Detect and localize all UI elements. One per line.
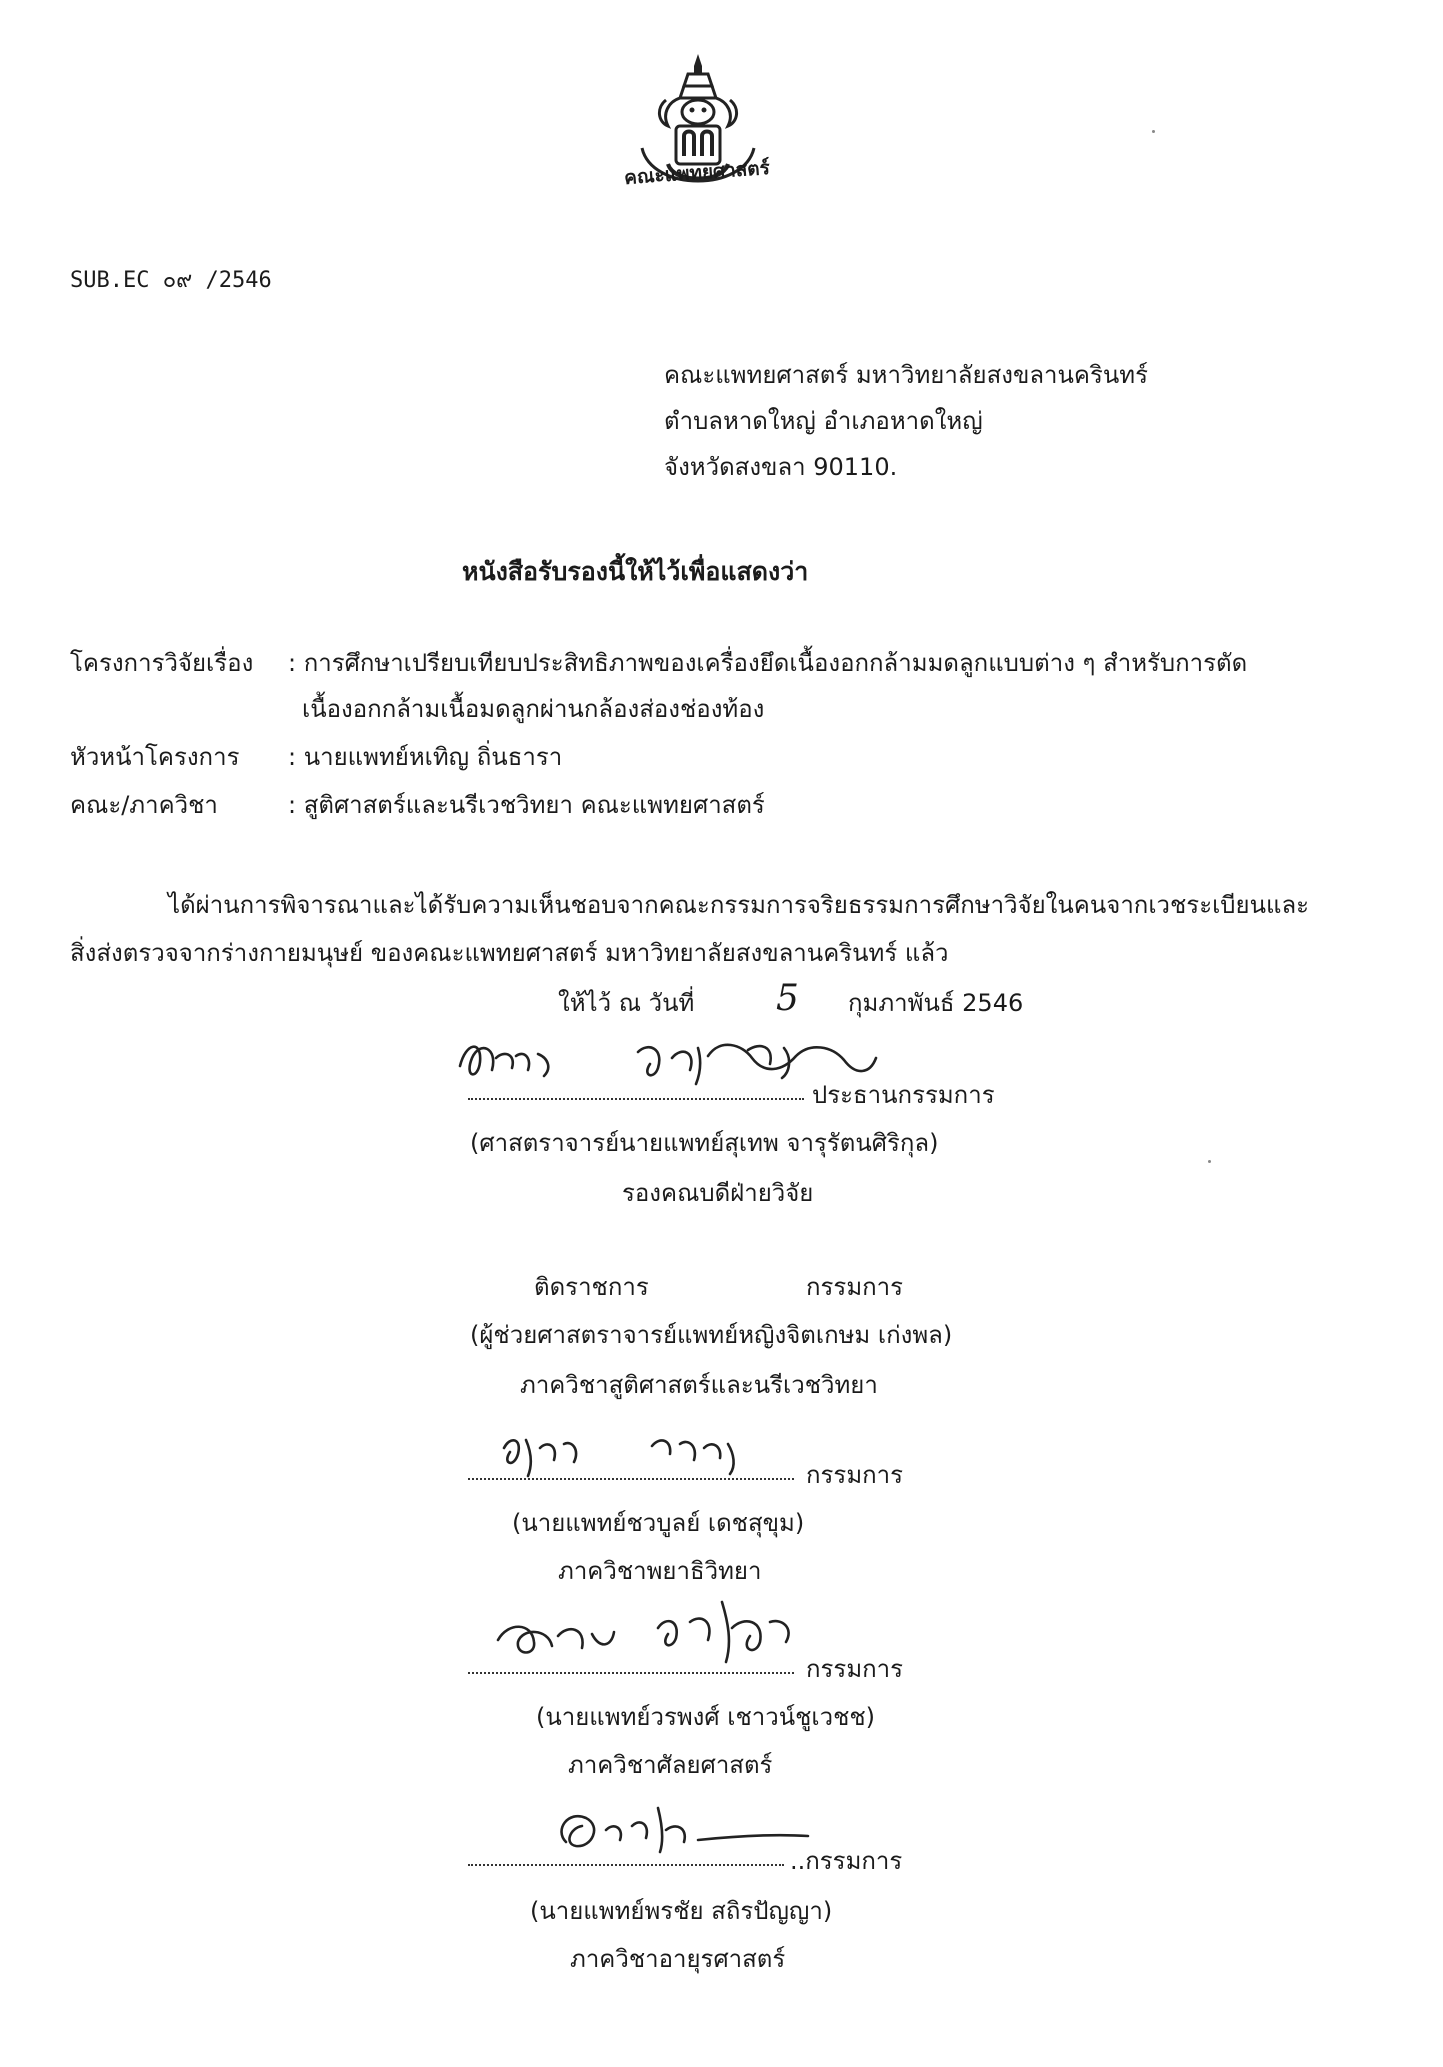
signatory-2-role: กรรมการ <box>806 1273 904 1301</box>
signatory-4-role: กรรมการ <box>806 1655 904 1683</box>
signatory-5-role: ..กรรมการ <box>790 1847 903 1875</box>
reference-number: SUB.EC ๐๙ /2546 <box>70 268 272 293</box>
signatory-4-name: (นายแพทย์วรพงศ์ เชาวน์ชูเวชช) <box>536 1703 876 1731</box>
address-line-2: ตำบลหาดใหญ่ อำเภอหาดใหญ่ <box>664 407 983 435</box>
date-day: 5 <box>776 978 799 1019</box>
body-line-1: ได้ผ่านการพิจารณาและได้รับความเห็นชอบจากคณะกรรมการจริยธรรมการศึกษาวิจัยในคนจากเวชระเบียนและ <box>168 891 1310 919</box>
signature-line-3 <box>468 1478 794 1480</box>
scan-speck <box>1152 130 1155 133</box>
signatory-1-role: ประธานกรรมการ <box>812 1081 995 1109</box>
signatory-2-position: ภาควิชาสูติศาสตร์และนรีเวชวิทยา <box>520 1371 878 1399</box>
date-prefix: ให้ไว้ ณ วันที่ <box>558 989 695 1017</box>
signatory-2-name: (ผู้ช่วยศาสตราจารย์แพทย์หญิงจิตเกษม เก่งพล) <box>470 1321 953 1349</box>
signature-5 <box>546 1796 826 1866</box>
emblem-caption: คณะแพทยศาสตร์ <box>623 156 771 190</box>
signatory-1-name: (ศาสตราจารย์นายแพทย์สุเทพ จารุรัตนศิริกุล) <box>470 1129 939 1157</box>
signatory-3-position: ภาควิชาพยาธิวิทยา <box>558 1557 762 1585</box>
project-value-line-2: เนื้องอกกล้ามเนื้อมดลูกผ่านกล้องส่องช่องท้อง <box>302 695 765 723</box>
head-label: หัวหน้าโครงการ <box>70 743 240 771</box>
dept-label: คณะ/ภาควิชา <box>70 791 218 819</box>
signatory-3-role: กรรมการ <box>806 1461 904 1489</box>
address-line-1: คณะแพทยศาสตร์ มหาวิทยาลัยสงขลานครินทร์ <box>664 361 1148 389</box>
signatory-1-position: รองคณบดีฝ่ายวิจัย <box>622 1179 814 1207</box>
signatory-2-status: ติดราชการ <box>534 1273 649 1301</box>
signature-3 <box>488 1424 788 1484</box>
signatory-5-name: (นายแพทย์พรชัย สถิรปัญญา) <box>530 1897 833 1925</box>
head-value: : นายแพทย์หเทิญ ถิ่นธารา <box>288 743 563 771</box>
signatory-4-position: ภาควิชาศัลยศาสตร์ <box>568 1751 773 1779</box>
address-line-3: จังหวัดสงขลา 90110. <box>664 453 898 481</box>
scan-speck <box>1208 1160 1211 1163</box>
signature-line-1 <box>468 1098 804 1100</box>
project-label: โครงการวิจัยเรื่อง <box>70 649 254 677</box>
signature-4 <box>488 1592 818 1672</box>
signature-line-4 <box>468 1672 794 1674</box>
body-line-2: สิ่งส่งตรวจจากร่างกายมนุษย์ ของคณะแพทยศาสตร์ มหาวิทยาลัยสงขลานครินทร์ แล้ว <box>70 939 949 967</box>
dept-value: : สูติศาสตร์และนรีเวชวิทยา คณะแพทยศาสตร์ <box>288 791 765 819</box>
date-month-year: กุมภาพันธ์ 2546 <box>848 989 1024 1017</box>
project-value-line-1: : การศึกษาเปรียบเทียบประสิทธิภาพของเครื่องยึดเนื้องอกกล้ามมดลูกแบบต่าง ๆ สำหรับการตัด <box>288 649 1248 677</box>
signatory-5-position: ภาควิชาอายุรศาสตร์ <box>570 1945 786 1973</box>
document-title: หนังสือรับรองนี้ให้ไว้เพื่อแสดงว่า <box>462 557 809 586</box>
signature-line-5 <box>468 1864 784 1866</box>
signatory-3-name: (นายแพทย์ชวบูลย์ เดชสุขุม) <box>512 1509 805 1537</box>
